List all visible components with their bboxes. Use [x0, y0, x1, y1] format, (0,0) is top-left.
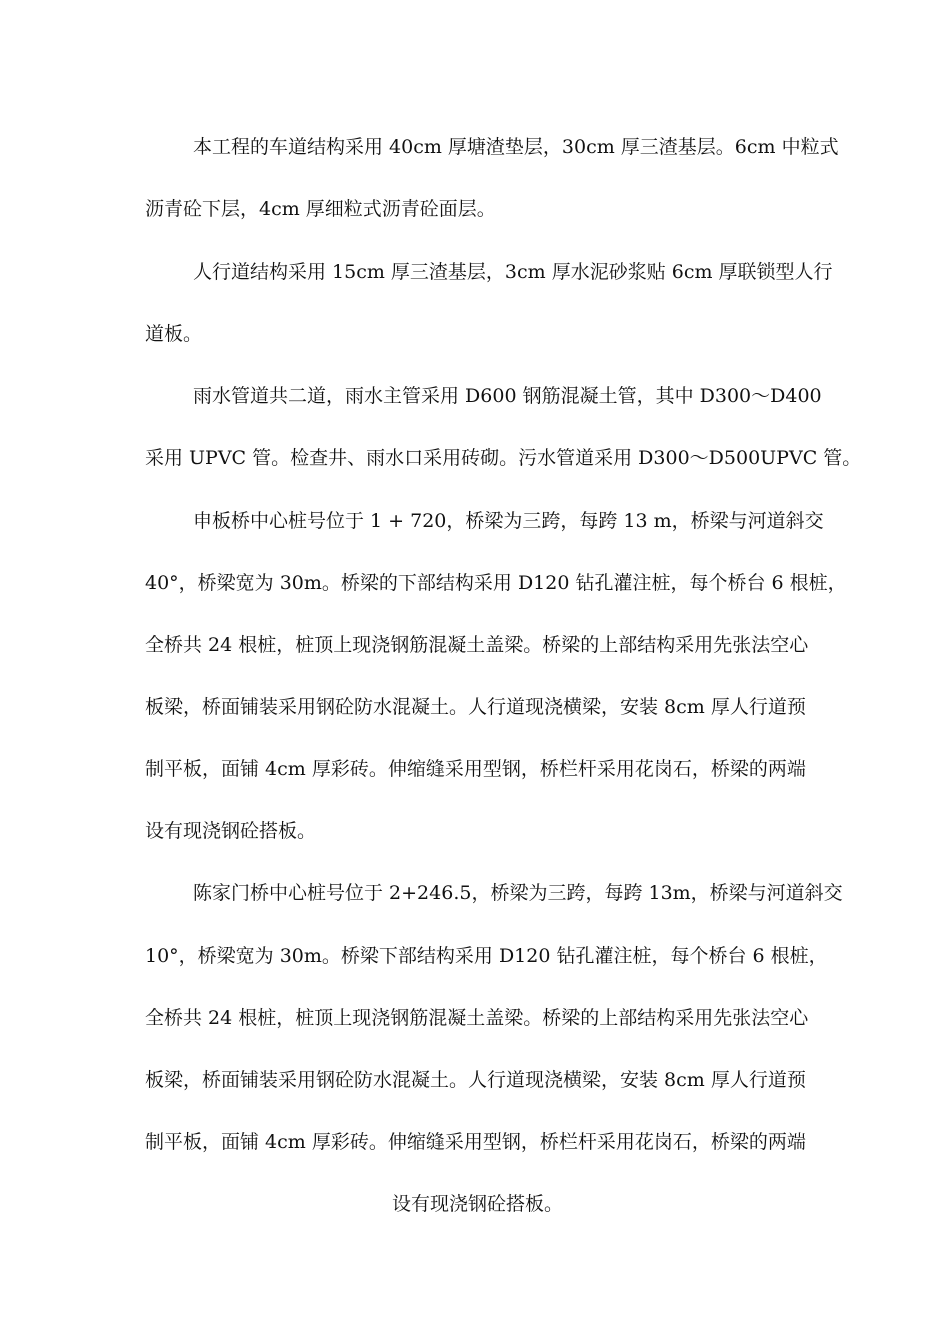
paragraph-shenban-bridge-line-4: 板梁，桥面铺装采用钢砼防水混凝土。人行道现浇横梁，安装 8cm 厚人行道预 — [145, 696, 806, 718]
paragraph-roadway-line-2: 沥青砼下层，4cm 厚细粒式沥青砼面层。 — [145, 198, 496, 220]
paragraph-chenjiamen-bridge-line-1: 陈家门桥中心桩号位于 2+246.5，桥梁为三跨，每跨 13m，桥梁与河道斜交 — [193, 882, 843, 904]
paragraph-drainage-line-1: 雨水管道共二道，雨水主管采用 D600 钢筋混凝土管，其中 D300～D400 — [193, 385, 822, 407]
paragraph-roadway-line-1: 本工程的车道结构采用 40cm 厚塘渣垫层，30cm 厚三渣基层。6cm 中粒式 — [193, 136, 839, 158]
paragraph-drainage-line-2: 采用 UPVC 管。检查井、雨水口采用砖砌。污水管道采用 D300～D500UPVC 管。 — [145, 447, 862, 469]
paragraph-shenban-bridge-line-6: 设有现浇钢砼搭板。 — [145, 820, 317, 842]
paragraph-chenjiamen-bridge-line-2: 10°，桥梁宽为 30m。桥梁下部结构采用 D120 钻孔灌注桩，每个桥台 6 根桩， — [145, 945, 828, 967]
paragraph-sidewalk-line-1: 人行道结构采用 15cm 厚三渣基层，3cm 厚水泥砂浆贴 6cm 厚联锁型人行 — [193, 261, 833, 283]
paragraph-chenjiamen-bridge-line-4: 板梁，桥面铺装采用钢砼防水混凝土。人行道现浇横梁，安装 8cm 厚人行道预 — [145, 1069, 806, 1091]
paragraph-shenban-bridge-line-3: 全桥共 24 根桩，桩顶上现浇钢筋混凝土盖梁。桥梁的上部结构采用先张法空心 — [145, 634, 809, 656]
paragraph-chenjiamen-bridge-line-5: 制平板，面铺 4cm 厚彩砖。伸缩缝采用型钢，桥栏杆采用花岗石，桥梁的两端 — [145, 1131, 806, 1153]
paragraph-shenban-bridge-line-1: 申板桥中心桩号位于 1 + 720，桥梁为三跨，每跨 13 m，桥梁与河道斜交 — [193, 510, 824, 532]
paragraph-sidewalk-line-2: 道板。 — [145, 323, 203, 345]
paragraph-shenban-bridge-line-5: 制平板，面铺 4cm 厚彩砖。伸缩缝采用型钢，桥栏杆采用花岗石，桥梁的两端 — [145, 758, 806, 780]
paragraph-chenjiamen-bridge-line-3: 全桥共 24 根桩，桩顶上现浇钢筋混凝土盖梁。桥梁的上部结构采用先张法空心 — [145, 1007, 809, 1029]
paragraph-shenban-bridge-line-2: 40°，桥梁宽为 30m。桥梁的下部结构采用 D120 钻孔灌注桩，每个桥台 6 根桩， — [145, 572, 847, 594]
paragraph-chenjiamen-bridge-line-6: 设有现浇钢砼搭板。 — [391, 1193, 563, 1215]
